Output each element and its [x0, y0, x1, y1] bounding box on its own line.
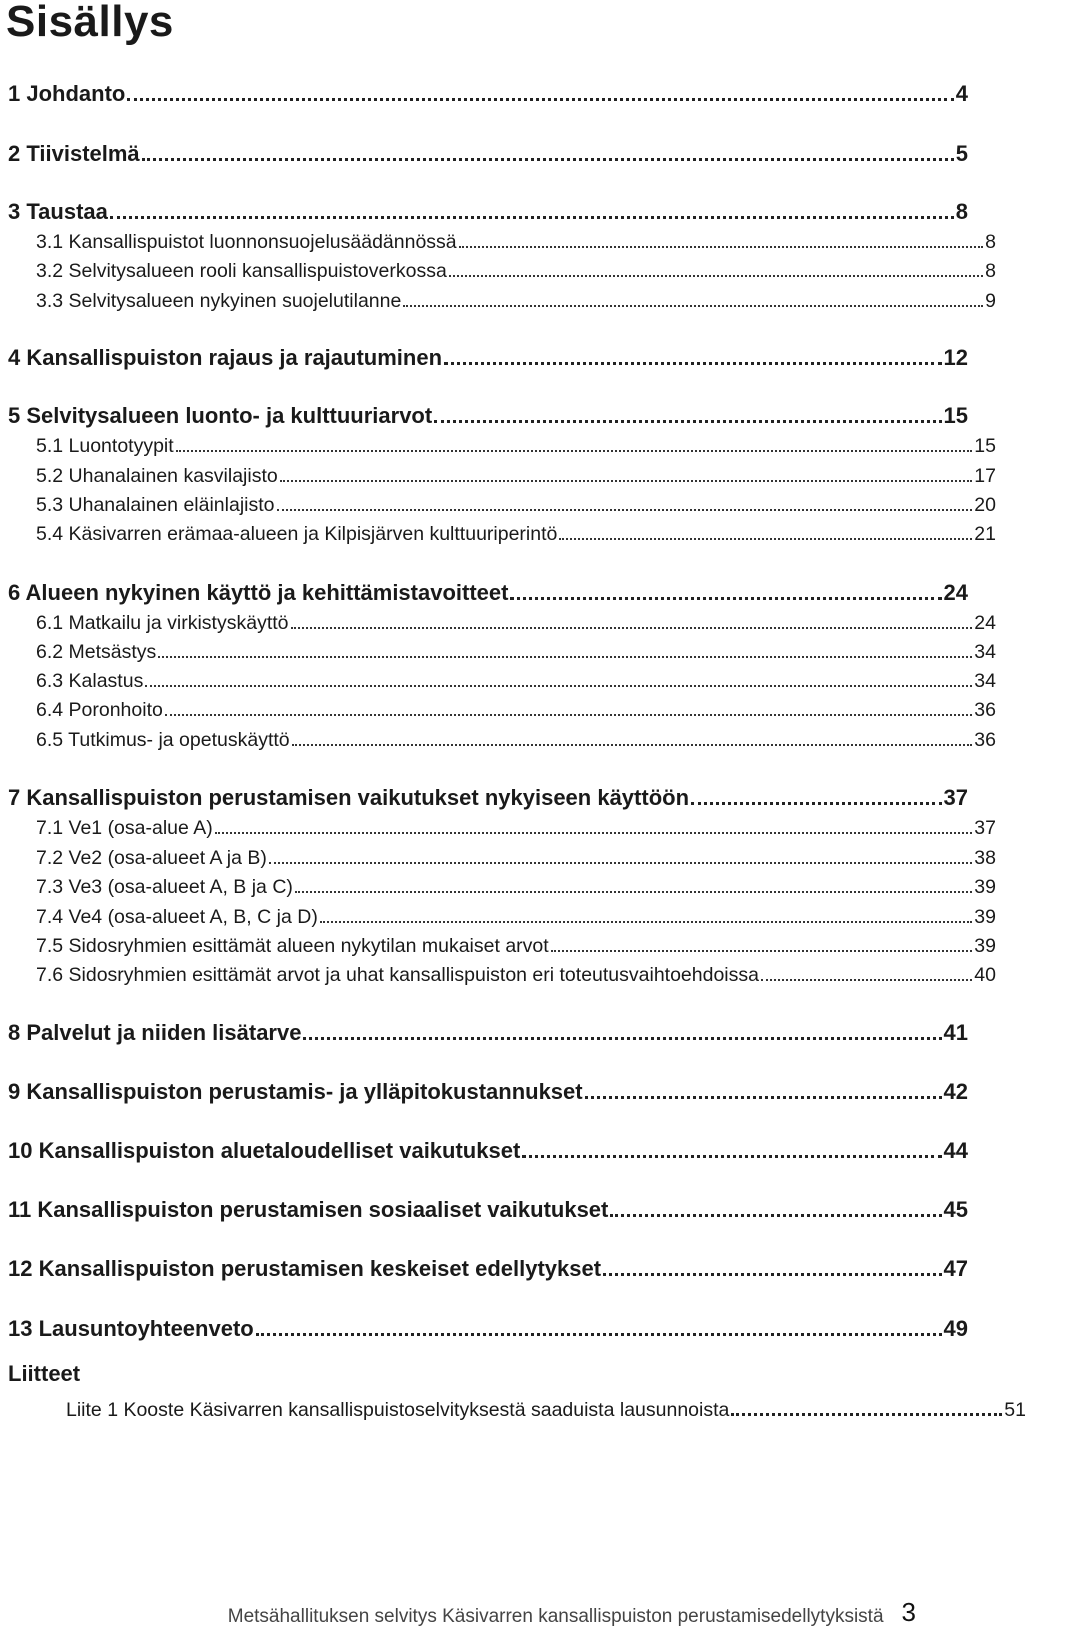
toc-section-entry-page: 17	[974, 465, 996, 487]
dot-leader	[269, 862, 972, 864]
toc-section-entry[interactable]	[0, 838, 1044, 870]
dot-leader	[277, 509, 973, 511]
toc-chapter-entry-page: 37	[943, 785, 968, 810]
toc-chapter-entry-page: 44	[943, 1138, 968, 1163]
toc-section-entry-label: 3.2 Selvitysalueen rooli kansallispuistoverkossa	[36, 260, 447, 282]
dot-leader	[610, 1214, 941, 1217]
toc-chapter-entry-label: 3 Taustaa	[8, 199, 108, 224]
dot-leader	[256, 1333, 942, 1336]
toc-section-entry-page: 40	[974, 964, 996, 986]
toc-chapter-entry-label: 6 Alueen nykyinen käyttö ja kehittämistavoitteet	[8, 580, 509, 605]
toc-chapter-entry[interactable]	[0, 75, 1016, 107]
toc-section-entry-page: 8	[985, 260, 996, 282]
toc-section-entry[interactable]	[0, 690, 1044, 722]
dot-leader	[761, 979, 972, 981]
toc-section-entry-page: 15	[974, 435, 996, 457]
toc-chapter-entry[interactable]	[0, 193, 1016, 225]
toc-section-entry-page: 39	[974, 876, 996, 898]
dot-leader	[731, 1413, 1002, 1416]
toc-section-entry-label: 6.5 Tutkimus- ja opetuskäyttö	[36, 729, 290, 751]
toc-section-entry[interactable]	[0, 720, 1044, 752]
toc-section-entry-page: 38	[974, 847, 996, 869]
toc-section-entry-page: 37	[974, 817, 996, 839]
toc-chapter-entry-label: 11 Kansallispuiston perustamisen sosiaaliset vaikutukset	[8, 1197, 609, 1222]
toc-section-entry-label: 7.4 Ve4 (osa-alueet A, B, C ja D)	[36, 906, 318, 928]
appendix-heading: Liitteet	[8, 1361, 81, 1386]
dot-leader	[292, 744, 973, 746]
toc-section-entry[interactable]	[0, 897, 1044, 929]
toc-section-entry-label: 7.3 Ve3 (osa-alueet A, B ja C)	[36, 876, 293, 898]
toc-chapter-entry[interactable]	[0, 1014, 1016, 1046]
toc-section-entry[interactable]	[0, 485, 1044, 517]
toc-section-entry-label: 5.4 Käsivarren erämaa-alueen ja Kilpisjärven kulttuuriperintö	[36, 523, 558, 545]
toc-chapter-entry-page: 12	[943, 345, 968, 370]
toc-section-entry-label: 6.3 Kalastus	[36, 670, 144, 692]
toc-section-entry[interactable]	[0, 426, 1044, 458]
toc-chapter-entry-page: 15	[943, 403, 968, 428]
toc-section-entry-label: 6.1 Matkailu ja virkistyskäyttö	[36, 612, 289, 634]
dot-leader	[434, 420, 941, 423]
dot-leader	[559, 538, 972, 540]
toc-section-entry-label: 6.2 Metsästys	[36, 641, 157, 663]
dot-leader	[551, 950, 973, 952]
toc-section-entry-label: 3.1 Kansallispuistot luonnonsuojelusäädännössä	[36, 231, 457, 253]
dot-leader	[176, 450, 973, 452]
toc-chapter-entry-label: 2 Tiivistelmä	[8, 141, 140, 166]
toc-section-entry[interactable]	[0, 955, 1044, 987]
toc-section-entry-page: 39	[974, 935, 996, 957]
toc-chapter-entry[interactable]	[0, 339, 1016, 371]
toc-chapter-entry-label: 12 Kansallispuiston perustamisen keskeiset edellytykset	[8, 1256, 602, 1281]
dot-leader	[585, 1096, 942, 1099]
toc-section-entry[interactable]	[0, 456, 1044, 488]
toc-section-entry[interactable]	[0, 603, 1044, 635]
toc-chapter-entry-label: 13 Lausuntoyhteenveto	[8, 1316, 254, 1341]
page-footer	[0, 1598, 960, 1628]
toc-section-entry-label: 6.4 Poronhoito	[36, 699, 163, 721]
toc-section-entry-page: 20	[974, 494, 996, 516]
toc-section-entry-page: 36	[974, 699, 996, 721]
toc-section-entry-label: 7.1 Ve1 (osa-alue A)	[36, 817, 213, 839]
toc-chapter-entry-label: 7 Kansallispuiston perustamisen vaikutukset nykyiseen käyttöön	[8, 785, 690, 810]
dot-leader	[320, 921, 972, 923]
toc-chapter-entry-label: 10 Kansallispuiston aluetaloudelliset vaikutukset	[8, 1138, 521, 1163]
toc-chapter-entry[interactable]	[0, 1132, 1016, 1164]
toc-chapter-entry[interactable]	[0, 397, 1016, 429]
toc-chapter-entry-page: 5	[955, 141, 968, 166]
toc-chapter-entry-label: 1 Johdanto	[8, 81, 126, 106]
appendix-entry-page: 51	[1004, 1399, 1026, 1421]
page-title: Sisällys	[6, 0, 174, 46]
toc-chapter-entry-page: 8	[955, 199, 968, 224]
dot-leader	[110, 216, 954, 219]
toc-chapter-entry[interactable]	[0, 1310, 1016, 1342]
toc-section-entry-page: 34	[974, 670, 996, 692]
dot-leader	[142, 158, 954, 161]
toc-chapter-entry-label: 8 Palvelut ja niiden lisätarve	[8, 1020, 302, 1045]
toc-chapter-entry[interactable]	[0, 1191, 1016, 1223]
toc-section-entry-page: 21	[974, 523, 996, 545]
toc-chapter-entry-label: 5 Selvitysalueen luonto- ja kulttuuriarvot	[8, 403, 433, 428]
toc-chapter-entry-page: 47	[943, 1256, 968, 1281]
toc-chapter-entry[interactable]	[0, 1250, 1016, 1282]
dot-leader	[603, 1273, 941, 1276]
toc-section-entry[interactable]	[0, 867, 1044, 899]
toc-chapter-entry-label: 4 Kansallispuiston rajaus ja rajautuminen	[8, 345, 443, 370]
toc-chapter-entry[interactable]	[0, 779, 1016, 811]
toc-section-entry-label: 5.3 Uhanalainen eläinlajisto	[36, 494, 275, 516]
dot-leader	[449, 275, 983, 277]
toc-chapter-entry-page: 24	[943, 580, 968, 605]
toc-chapter-entry[interactable]	[0, 135, 1016, 167]
dot-leader	[215, 832, 973, 834]
toc-section-entry-page: 24	[974, 612, 996, 634]
toc-chapter-entry[interactable]	[0, 574, 1016, 606]
dot-leader	[403, 305, 983, 307]
toc-section-entry[interactable]	[0, 222, 1044, 254]
toc-chapter-entry-page: 41	[943, 1020, 968, 1045]
toc-chapter-entry-label: 9 Kansallispuiston perustamis- ja ylläpitokustannukset	[8, 1079, 583, 1104]
toc-section-entry-label: 7.5 Sidosryhmien esittämät alueen nykytilan mukaiset arvot	[36, 935, 549, 957]
toc-chapter-entry-page: 45	[943, 1197, 968, 1222]
toc-section-entry[interactable]	[0, 926, 1044, 958]
dot-leader	[145, 685, 972, 687]
toc-chapter-entry[interactable]	[0, 1073, 1016, 1105]
toc-chapter-entry-page: 49	[943, 1316, 968, 1341]
dot-leader	[165, 714, 972, 716]
dot-leader	[295, 891, 972, 893]
toc-section-entry-page: 9	[985, 290, 996, 312]
toc-section-entry[interactable]	[0, 514, 1044, 546]
toc-section-entry[interactable]	[0, 281, 1044, 313]
toc-section-entry-page: 39	[974, 906, 996, 928]
footer-page-number: 3	[901, 1597, 916, 1627]
toc-section-entry[interactable]	[0, 632, 1044, 664]
dot-leader	[444, 362, 941, 365]
dot-leader	[522, 1155, 941, 1158]
dot-leader	[291, 627, 973, 629]
toc-section-entry[interactable]	[0, 808, 1044, 840]
dot-leader	[127, 98, 953, 101]
dot-leader	[459, 246, 984, 248]
dot-leader	[691, 802, 942, 805]
dot-leader	[158, 656, 972, 658]
dot-leader	[510, 597, 941, 600]
toc-section-entry[interactable]	[0, 251, 1044, 283]
toc-chapter-entry-page: 4	[955, 81, 968, 106]
toc-section-entry-label: 7.6 Sidosryhmien esittämät arvot ja uhat kansallispuiston eri toteutusvaihtoehdoissa	[36, 964, 759, 986]
toc-section-entry-label: 3.3 Selvitysalueen nykyinen suojelutilanne	[36, 290, 402, 312]
toc-section-entry-label: 5.1 Luontotyypit	[36, 435, 174, 457]
appendix-entry[interactable]	[0, 1390, 1074, 1422]
toc-section-entry-page: 8	[985, 231, 996, 253]
toc-section-entry-page: 34	[974, 641, 996, 663]
toc-section-entry[interactable]	[0, 661, 1044, 693]
toc-section-entry-label: 7.2 Ve2 (osa-alueet A ja B)	[36, 847, 267, 869]
dot-leader	[303, 1037, 941, 1040]
dot-leader	[280, 480, 973, 482]
footer-text: Metsähallituksen selvitys Käsivarren kansallispuiston perustamisedellytyksistä	[227, 1606, 884, 1627]
toc-chapter-entry-page: 42	[943, 1079, 968, 1104]
appendix-entry-label: Liite 1 Kooste Käsivarren kansallispuistoselvityksestä saaduista lausunnoista	[66, 1399, 730, 1421]
toc-section-entry-page: 36	[974, 729, 996, 751]
toc-section-entry-label: 5.2 Uhanalainen kasvilajisto	[36, 465, 278, 487]
